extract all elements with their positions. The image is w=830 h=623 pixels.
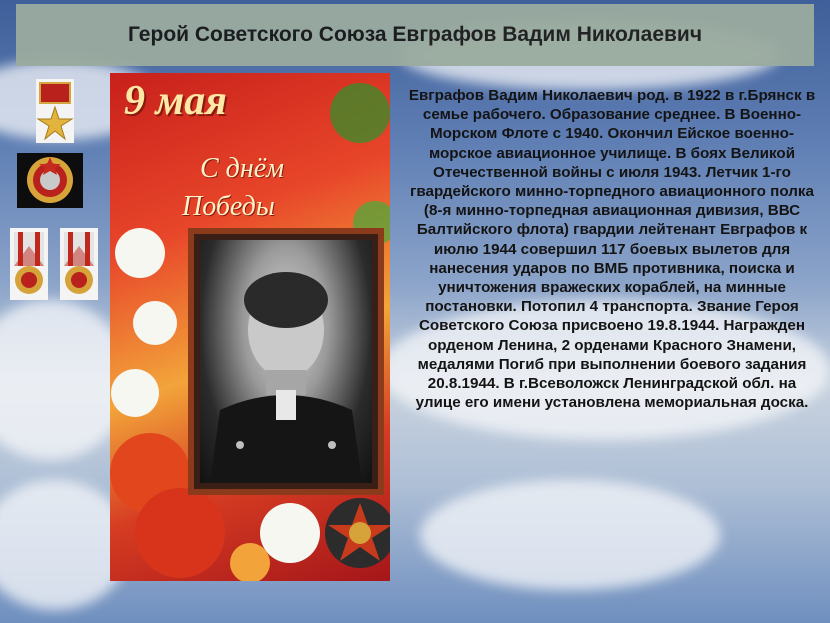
portrait-figure-icon bbox=[200, 240, 372, 483]
page-title: Герой Советского Союза Евграфов Вадим Николаевич bbox=[127, 23, 703, 46]
order-of-red-banner-icon bbox=[10, 228, 48, 300]
order-of-lenin-icon bbox=[17, 153, 83, 208]
gold-star-medal-icon bbox=[36, 79, 74, 143]
poster-heading: 9 мая bbox=[124, 78, 227, 124]
biography-text: Евграфов Вадим Николаевич род. в 1922 в г.Брянск в семье рабочего. Образование среднее. В Военно-Морском Флоте с 1940. Окончил Ейское военно-морское авиационное училище. В боях Великой Отечественной войны с июля 1943. Летчик 1-го гвардейского минно-торпедного авиационного полка (8-я минно-торпедная авиационная дивизия, ВВС Балтийского флота) гвардии лейтенант Евграфов к июлю 1944 совершил 117 боевых вылетов для нанесения ударов по ВМБ противника, поиска и уничтожения вражеских кораблей, на минные постановки. Потопил 4 транспорта. Звание Героя Советского Союза присвоено 19.8.1944. Награжден орденом Ленина, 2 орденами Красного Знамени, медалями Погиб при выполнении боевого задания 20.8.1944. В г.Всеволожск Ленинградской обл. на улице его имени установлена мемориальная доска. bbox=[408, 87, 816, 412]
title-bar bbox=[16, 4, 814, 66]
cloud bbox=[420, 480, 720, 590]
order-of-red-banner-icon bbox=[60, 228, 98, 300]
poster-subheading: Победы bbox=[182, 191, 275, 222]
portrait-frame bbox=[188, 228, 384, 495]
portrait-photo bbox=[200, 240, 372, 483]
victory-day-poster bbox=[110, 73, 390, 581]
poster-subheading: С днём bbox=[200, 153, 285, 184]
